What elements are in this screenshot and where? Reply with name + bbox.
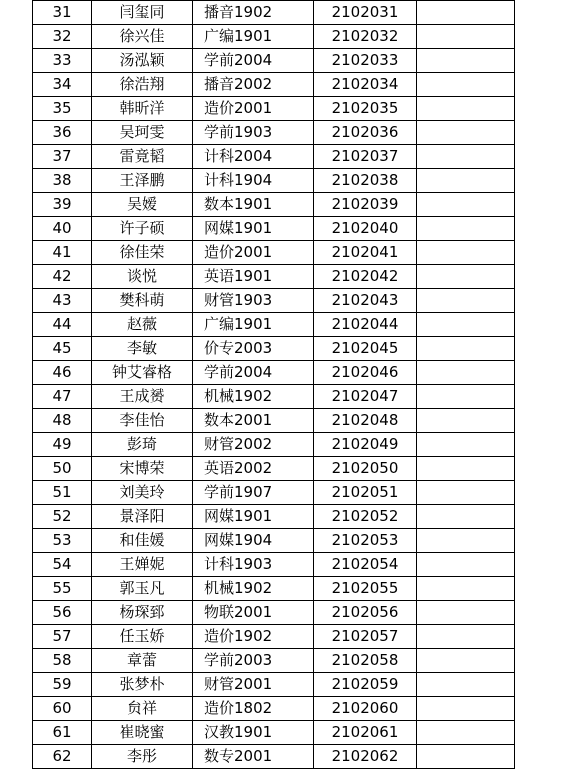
empty-cell	[417, 265, 515, 289]
student-id-cell: 2102038	[314, 169, 417, 193]
student-id-cell: 2102047	[314, 385, 417, 409]
row-number-cell: 48	[33, 409, 92, 433]
empty-cell	[417, 745, 515, 769]
row-number-cell: 45	[33, 337, 92, 361]
empty-cell	[417, 121, 515, 145]
class-name-cell: 广编1901	[193, 313, 314, 337]
student-name-cell: 崔晓蜜	[92, 721, 193, 745]
table-row	[33, 385, 515, 409]
student-name-cell: 杨琛郅	[92, 601, 193, 625]
empty-cell	[417, 481, 515, 505]
empty-cell	[417, 193, 515, 217]
row-number-cell: 58	[33, 649, 92, 673]
empty-cell	[417, 97, 515, 121]
row-number-cell: 44	[33, 313, 92, 337]
student-name-cell: 景泽阳	[92, 505, 193, 529]
row-number-cell: 60	[33, 697, 92, 721]
student-name-cell: 任玉娇	[92, 625, 193, 649]
empty-cell	[417, 625, 515, 649]
row-number-cell: 36	[33, 121, 92, 145]
class-name-cell: 广编1901	[193, 25, 314, 49]
row-number-cell: 62	[33, 745, 92, 769]
student-id-cell: 2102054	[314, 553, 417, 577]
student-id-cell: 2102042	[314, 265, 417, 289]
class-name-cell: 数本2001	[193, 409, 314, 433]
student-table	[32, 0, 515, 769]
empty-cell	[417, 25, 515, 49]
table-row	[33, 241, 515, 265]
empty-cell	[417, 73, 515, 97]
row-number-cell: 40	[33, 217, 92, 241]
empty-cell	[417, 457, 515, 481]
class-name-cell: 数本1901	[193, 193, 314, 217]
class-name-cell: 物联2001	[193, 601, 314, 625]
row-number-cell: 35	[33, 97, 92, 121]
student-name-cell: 赵薇	[92, 313, 193, 337]
row-number-cell: 34	[33, 73, 92, 97]
table-row	[33, 289, 515, 313]
class-name-cell: 播音2002	[193, 73, 314, 97]
student-name-cell: 徐佳荣	[92, 241, 193, 265]
row-number-cell: 52	[33, 505, 92, 529]
student-id-cell: 2102036	[314, 121, 417, 145]
empty-cell	[417, 49, 515, 73]
student-id-cell: 2102031	[314, 1, 417, 25]
empty-cell	[417, 241, 515, 265]
table-row	[33, 601, 515, 625]
empty-cell	[417, 505, 515, 529]
empty-cell	[417, 553, 515, 577]
empty-cell	[417, 721, 515, 745]
table-row	[33, 553, 515, 577]
row-number-cell: 50	[33, 457, 92, 481]
student-name-cell: 宋博荣	[92, 457, 193, 481]
empty-cell	[417, 673, 515, 697]
class-name-cell: 汉教1901	[193, 721, 314, 745]
class-name-cell: 学前1903	[193, 121, 314, 145]
student-name-cell: 章蕾	[92, 649, 193, 673]
student-id-cell: 2102057	[314, 625, 417, 649]
empty-cell	[417, 145, 515, 169]
table-row	[33, 361, 515, 385]
student-name-cell: 张梦朴	[92, 673, 193, 697]
class-name-cell: 计科1904	[193, 169, 314, 193]
table-row	[33, 625, 515, 649]
empty-cell	[417, 577, 515, 601]
student-name-cell: 谈悦	[92, 265, 193, 289]
row-number-cell: 47	[33, 385, 92, 409]
student-id-cell: 2102049	[314, 433, 417, 457]
empty-cell	[417, 1, 515, 25]
student-name-cell: 吴珂雯	[92, 121, 193, 145]
student-id-cell: 2102058	[314, 649, 417, 673]
table-row	[33, 457, 515, 481]
row-number-cell: 46	[33, 361, 92, 385]
student-id-cell: 2102037	[314, 145, 417, 169]
row-number-cell: 55	[33, 577, 92, 601]
empty-cell	[417, 169, 515, 193]
empty-cell	[417, 601, 515, 625]
table-row	[33, 337, 515, 361]
student-id-cell: 2102059	[314, 673, 417, 697]
table-row	[33, 73, 515, 97]
row-number-cell: 42	[33, 265, 92, 289]
table-row	[33, 169, 515, 193]
row-number-cell: 38	[33, 169, 92, 193]
row-number-cell: 49	[33, 433, 92, 457]
student-name-cell: 李敏	[92, 337, 193, 361]
student-id-cell: 2102044	[314, 313, 417, 337]
table-row	[33, 193, 515, 217]
student-id-cell: 2102046	[314, 361, 417, 385]
student-id-cell: 2102035	[314, 97, 417, 121]
class-name-cell: 财管1903	[193, 289, 314, 313]
student-name-cell: 刘美玲	[92, 481, 193, 505]
row-number-cell: 32	[33, 25, 92, 49]
student-name-cell: 吴嫒	[92, 193, 193, 217]
row-number-cell: 43	[33, 289, 92, 313]
student-id-cell: 2102033	[314, 49, 417, 73]
student-name-cell: 贠祥	[92, 697, 193, 721]
table-row	[33, 49, 515, 73]
empty-cell	[417, 289, 515, 313]
student-id-cell: 2102053	[314, 529, 417, 553]
student-name-cell: 汤泓颖	[92, 49, 193, 73]
table-row	[33, 745, 515, 769]
empty-cell	[417, 361, 515, 385]
student-id-cell: 2102041	[314, 241, 417, 265]
empty-cell	[417, 433, 515, 457]
student-name-cell: 王成赟	[92, 385, 193, 409]
row-number-cell: 54	[33, 553, 92, 577]
row-number-cell: 53	[33, 529, 92, 553]
student-name-cell: 和佳媛	[92, 529, 193, 553]
table-row	[33, 433, 515, 457]
empty-cell	[417, 385, 515, 409]
student-name-cell: 樊科萌	[92, 289, 193, 313]
student-id-cell: 2102032	[314, 25, 417, 49]
class-name-cell: 播音1902	[193, 1, 314, 25]
table-row	[33, 25, 515, 49]
table-row	[33, 313, 515, 337]
class-name-cell: 学前2004	[193, 361, 314, 385]
student-name-cell: 韩昕洋	[92, 97, 193, 121]
student-id-cell: 2102050	[314, 457, 417, 481]
row-number-cell: 56	[33, 601, 92, 625]
empty-cell	[417, 529, 515, 553]
table-row	[33, 145, 515, 169]
student-name-cell: 许子硕	[92, 217, 193, 241]
class-name-cell: 造价2001	[193, 241, 314, 265]
class-name-cell: 造价2001	[193, 97, 314, 121]
class-name-cell: 学前1907	[193, 481, 314, 505]
student-id-cell: 2102040	[314, 217, 417, 241]
class-name-cell: 数专2001	[193, 745, 314, 769]
class-name-cell: 网媒1901	[193, 217, 314, 241]
student-name-cell: 王婵妮	[92, 553, 193, 577]
empty-cell	[417, 409, 515, 433]
class-name-cell: 学前2004	[193, 49, 314, 73]
table-row	[33, 121, 515, 145]
table-body	[33, 1, 515, 769]
student-id-cell: 2102034	[314, 73, 417, 97]
empty-cell	[417, 337, 515, 361]
row-number-cell: 41	[33, 241, 92, 265]
row-number-cell: 31	[33, 1, 92, 25]
empty-cell	[417, 697, 515, 721]
student-id-cell: 2102062	[314, 745, 417, 769]
student-id-cell: 2102048	[314, 409, 417, 433]
row-number-cell: 57	[33, 625, 92, 649]
student-name-cell: 徐浩翔	[92, 73, 193, 97]
class-name-cell: 机械1902	[193, 385, 314, 409]
empty-cell	[417, 649, 515, 673]
class-name-cell: 造价1902	[193, 625, 314, 649]
student-name-cell: 雷竟韬	[92, 145, 193, 169]
student-name-cell: 郭玉凡	[92, 577, 193, 601]
student-name-cell: 徐兴佳	[92, 25, 193, 49]
table-row	[33, 1, 515, 25]
class-name-cell: 网媒1901	[193, 505, 314, 529]
student-id-cell: 2102051	[314, 481, 417, 505]
class-name-cell: 英语2002	[193, 457, 314, 481]
student-name-cell: 闫玺同	[92, 1, 193, 25]
table-row	[33, 481, 515, 505]
student-name-cell: 彭琦	[92, 433, 193, 457]
table-row	[33, 721, 515, 745]
table-row	[33, 649, 515, 673]
row-number-cell: 33	[33, 49, 92, 73]
class-name-cell: 学前2003	[193, 649, 314, 673]
student-id-cell: 2102055	[314, 577, 417, 601]
table-row	[33, 409, 515, 433]
empty-cell	[417, 217, 515, 241]
table-row	[33, 529, 515, 553]
student-name-cell: 李彤	[92, 745, 193, 769]
student-id-cell: 2102061	[314, 721, 417, 745]
class-name-cell: 英语1901	[193, 265, 314, 289]
student-id-cell: 2102043	[314, 289, 417, 313]
class-name-cell: 财管2002	[193, 433, 314, 457]
table-row	[33, 505, 515, 529]
row-number-cell: 39	[33, 193, 92, 217]
student-name-cell: 王泽鹏	[92, 169, 193, 193]
student-name-cell: 钟艾睿格	[92, 361, 193, 385]
student-id-cell: 2102060	[314, 697, 417, 721]
table-row	[33, 265, 515, 289]
student-id-cell: 2102056	[314, 601, 417, 625]
class-name-cell: 财管2001	[193, 673, 314, 697]
table-row	[33, 577, 515, 601]
class-name-cell: 计科2004	[193, 145, 314, 169]
table-row	[33, 673, 515, 697]
table-row	[33, 217, 515, 241]
class-name-cell: 网媒1904	[193, 529, 314, 553]
row-number-cell: 59	[33, 673, 92, 697]
class-name-cell: 造价1802	[193, 697, 314, 721]
empty-cell	[417, 313, 515, 337]
row-number-cell: 37	[33, 145, 92, 169]
student-id-cell: 2102039	[314, 193, 417, 217]
class-name-cell: 机械1902	[193, 577, 314, 601]
student-id-cell: 2102045	[314, 337, 417, 361]
student-name-cell: 李佳怡	[92, 409, 193, 433]
table-row	[33, 97, 515, 121]
class-name-cell: 计科1903	[193, 553, 314, 577]
class-name-cell: 价专2003	[193, 337, 314, 361]
table-row	[33, 697, 515, 721]
row-number-cell: 61	[33, 721, 92, 745]
row-number-cell: 51	[33, 481, 92, 505]
student-id-cell: 2102052	[314, 505, 417, 529]
